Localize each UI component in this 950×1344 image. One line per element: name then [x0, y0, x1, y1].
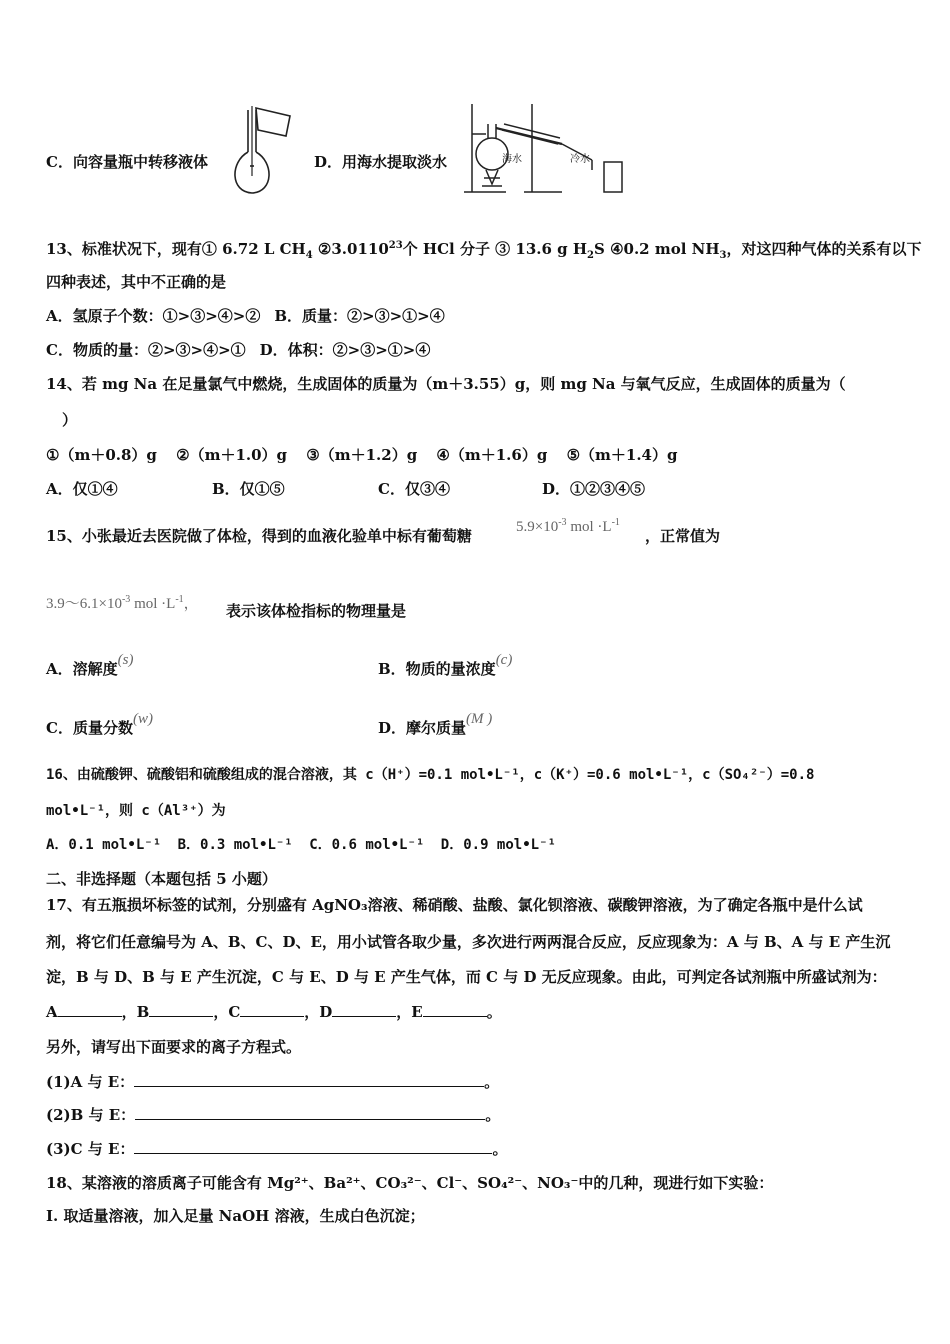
q13-options-ab: A．氢原子个数：①>③>④>② B．质量：②>③>①>④ — [46, 307, 445, 325]
blank-b[interactable] — [149, 1002, 213, 1017]
q13-stem-line1: 13、标准状况下，现有① 6.72 L $CH_4$ ②3.0110$^{23}$个 HCl 分子 ③ 13.6 g $H_2S$ ④0.2 mol $NH_3$，对这四种气体的关系有以下 — [46, 240, 922, 261]
q17-line3: 淀，B 与 D、B 与 E 产生沉淀，C 与 E、D 与 E 产生气体，而 C 与 D 无反应现象。由此，可判定各试剂瓶中所盛试剂为： — [46, 968, 887, 986]
blank-a[interactable] — [58, 1002, 122, 1017]
coldwater-label: 冷水 — [570, 154, 590, 165]
equation-blank-3[interactable] — [134, 1139, 492, 1154]
q17-sub1: (1)A 与 E： 。 — [46, 1073, 500, 1091]
q15-normal-range: $3.9\sim 6.1\times 10^{-3}$ mol $\cdot L^{-1}$， — [46, 594, 199, 612]
q16-stem-line1: 16、由硫酸钾、硫酸铝和硫酸组成的混合溶液，其 c（H⁺）=0.1 mol•L⁻¹，c（K⁺）=0.6 mol•L⁻¹，c（SO₄²⁻）=0.8 — [46, 767, 815, 783]
q15-option-b: B．物质的量浓度(c) — [378, 652, 513, 678]
q12-option-d: D．用海水提取淡水 — [314, 153, 448, 171]
q15-glucose-value: $5.9\times 10^{-3}$ mol $\cdot L^{-1}$ — [516, 517, 620, 535]
q15-stem-tail: ，正常值为 — [645, 527, 721, 545]
q14-option-c: C．仅③④ — [378, 480, 450, 498]
q15-option-d: D．摩尔质量(M ) — [378, 711, 493, 737]
q14-stem-close: ） — [62, 411, 78, 429]
q18-line2: Ⅰ. 取适量溶液，加入足量 NaOH 溶液，生成白色沉淀； — [46, 1207, 425, 1225]
equation-blank-2[interactable] — [135, 1105, 485, 1120]
q17-line5: 另外，请写出下面要求的离子方程式。 — [46, 1038, 302, 1056]
q16-stem-line2: mol•L⁻¹，则 c（Al³⁺）为 — [46, 803, 226, 819]
q15-option-c: C．质量分数(w) — [46, 711, 153, 737]
blank-e[interactable] — [423, 1002, 487, 1017]
q17-sub3: (3)C 与 E： 。 — [46, 1140, 508, 1158]
q17-line2: 剂，将它们任意编号为 A、B、C、D、E，用小试管各取少量，多次进行两两混合反应，反应现象为：A 与 B、A 与 E 产生沉 — [46, 933, 891, 951]
q14-choices: ①（m＋0.8）g ②（m＋1.0）g ③（m＋1.2）g ④（m＋1.6）g ⑤（m＋1.4）g — [46, 446, 678, 464]
q18-line1: 18、某溶液的溶质离子可能含有 Mg²⁺、Ba²⁺、CO₃²⁻、Cl⁻、SO₄²⁻、NO₃⁻中的几种，现进行如下实验： — [46, 1174, 774, 1192]
q17-sub2: (2)B 与 E： 。 — [46, 1106, 501, 1124]
section-2-heading: 二、非选择题（本题包括 5 小题） — [46, 870, 277, 888]
q13-options-cd: C．物质的量：②>③>④>① D．体积：②>③>①>④ — [46, 341, 431, 359]
q14-stem: 14、若 mg Na 在足量氯气中燃烧，生成固体的质量为（m＋3.55）g，则 mg Na 与氧气反应，生成固体的质量为（ — [46, 375, 846, 393]
q14-option-b: B．仅①⑤ — [212, 480, 285, 498]
blank-c[interactable] — [240, 1002, 304, 1017]
q14-option-a: A．仅①④ — [46, 480, 118, 498]
q15-option-a: A．溶解度(s) — [46, 652, 134, 678]
q14-option-d: D．①②③④⑤ — [542, 480, 646, 498]
blank-d[interactable] — [332, 1002, 396, 1017]
seawater-label: 海水 — [502, 154, 522, 165]
q13-stem-line2: 四种表述，其中不正确的是 — [46, 273, 227, 291]
q12-option-c: C．向容量瓶中转移液体 — [46, 153, 208, 171]
volumetric-flask-figure — [228, 106, 298, 196]
q16-options: A．0.1 mol•L⁻¹ B．0.3 mol•L⁻¹ C．0.6 mol•L⁻¹ D．0.9 mol•L⁻¹ — [46, 837, 556, 853]
q17-line1: 17、有五瓶损坏标签的试剂，分别盛有 AgNO₃溶液、稀硝酸、盐酸、氯化钡溶液、碳酸钾溶液，为了确定各瓶中是什么试 — [46, 896, 863, 914]
q17-answer-blanks: A ，B ，C ，D ，E 。 — [46, 1003, 502, 1021]
q15-stem2: 表示该体检指标的物理量是 — [226, 602, 407, 620]
q15-stem: 15、小张最近去医院做了体检，得到的血液化验单中标有葡萄糖 — [46, 527, 472, 545]
distillation-apparatus-figure — [462, 100, 630, 196]
equation-blank-1[interactable] — [134, 1072, 484, 1087]
